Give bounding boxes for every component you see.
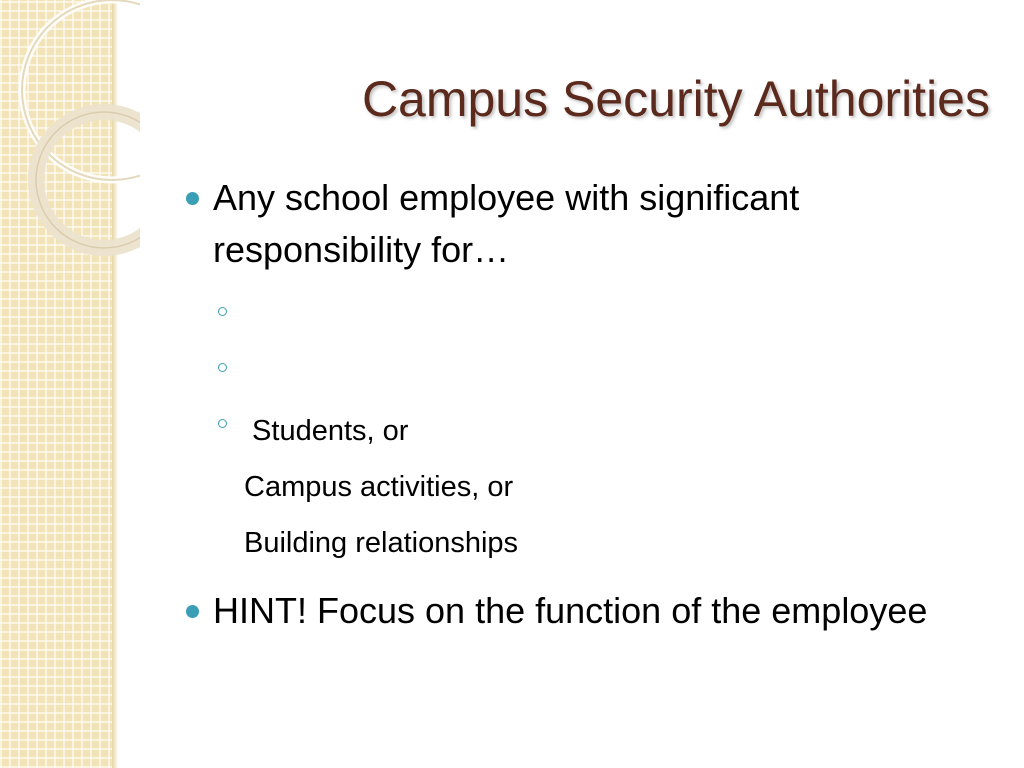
sub-bullet-ring-icon xyxy=(218,363,227,372)
bullet-dot-icon xyxy=(186,605,199,618)
bullet-item xyxy=(186,585,946,637)
sub-bullet-text: Students, or xyxy=(244,415,409,447)
sub-bullet-ring-icon xyxy=(218,307,227,316)
sub-bullet-text: Campus activities, or xyxy=(244,471,514,503)
bullet-dot-icon xyxy=(186,192,199,205)
sub-bullet-ring-icon xyxy=(218,419,227,428)
bullet-text: Any school employee with significant responsibility for… xyxy=(213,177,800,270)
bullet-text: HINT! Focus on the function of the employee xyxy=(213,590,928,631)
bullet-item xyxy=(186,172,946,276)
sub-bullet-text: Building relationships xyxy=(244,527,519,559)
slide-title: Campus Security Authorities xyxy=(361,71,990,127)
decorative-rings xyxy=(0,0,140,260)
